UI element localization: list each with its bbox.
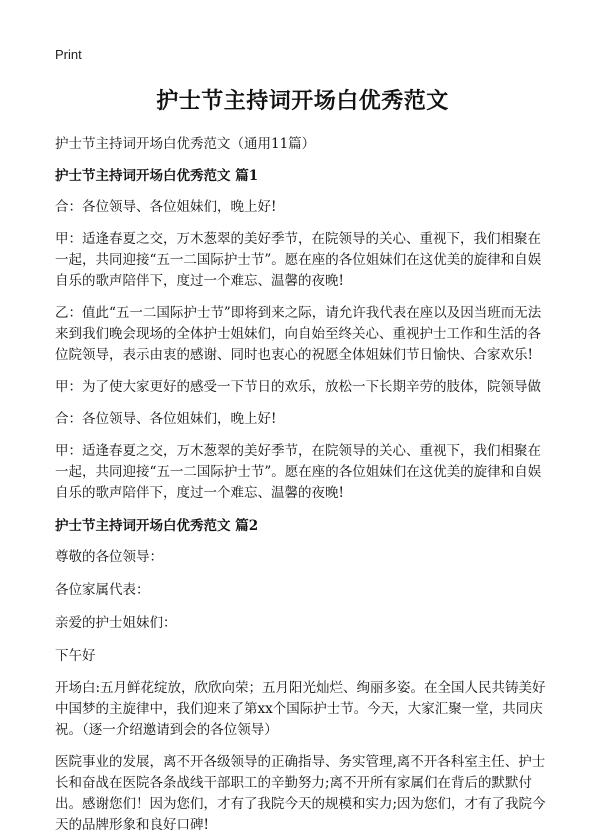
section-1-paragraph: 甲：适逢春夏之交，万木葱翠的美好季节，在院领导的关心、重视下，我们相聚在一起，共同迎接“五一二国际护士节”。愿在座的各位姐妹们在这优美的旋律和自娱自乐的歌声陪伴下，度过一个难忘、温馨的夜晚! [55, 231, 542, 289]
section-2-paragraph: 尊敬的各位领导： [55, 549, 163, 565]
section-2-paragraph: 下午好 [55, 648, 96, 664]
section-heading-1: 护士节主持词开场白优秀范文 篇1 [55, 168, 259, 184]
section-1-paragraph: 乙：值此“五一二国际护士节”即将到来之际，请允许我代表在座以及因当班而无法来到我们晚会现场的全体护士姐妹们，向自始至终关心、重视护士工作和生活的各位院领导，表示由衷的感谢、同时也衷心的祝愿全体姐妹们节日愉快、合家欢乐! [55, 305, 542, 363]
document-subtitle: 护士节主持词开场白优秀范文（通用11篇） [55, 136, 316, 152]
section-2-paragraph: 亲爱的护士姐妹们： [55, 615, 177, 631]
section-1-paragraph: 甲：为了使大家更好的感受一下节日的欢乐，放松一下长期辛劳的肢体，院领导做 [55, 379, 541, 395]
section-1-paragraph: 合：各位领导、各位姐妹们，晚上好! [55, 411, 277, 427]
section-heading-2: 护士节主持词开场白优秀范文 篇2 [55, 518, 259, 534]
section-2-paragraph: 开场白:五月鲜花绽放，欣欣向荣；五月阳光灿烂、绚丽多姿。在全国人民共铸美好中国梦的主旋律中，我们迎来了第xx个国际护士节。今天，大家汇聚一堂，共同庆祝。（逐一介绍邀请到会的各位领导） [55, 680, 546, 738]
section-2-paragraph: 各位家属代表： [55, 582, 150, 598]
section-1-paragraph: 甲：适逢春夏之交，万木葱翠的美好季节，在院领导的关心、重视下，我们相聚在一起，共同迎接“五一二国际护士节”。愿在座的各位姐妹们在这优美的旋律和自娱自乐的歌声陪伴下，度过一个难忘、温馨的夜晚! [55, 443, 542, 501]
section-2-paragraph: 医院事业的发展，离不开各级领导的正确指导、务实管理,离不开各科室主任、护士长和奋战在医院各条战线干部职工的辛勤努力;离不开所有家属们在背后的默默付出。感谢您们！因为您们，才有了我院今天的规模和实力;因为您们，才有了我院今天的品牌形象和良好口碑! [55, 754, 546, 833]
section-1-paragraph: 合：各位领导、各位姐妹们，晚上好! [55, 199, 277, 215]
print-link[interactable]: Print [55, 47, 82, 62]
page-title: 护士节主持词开场白优秀范文 [156, 88, 449, 114]
